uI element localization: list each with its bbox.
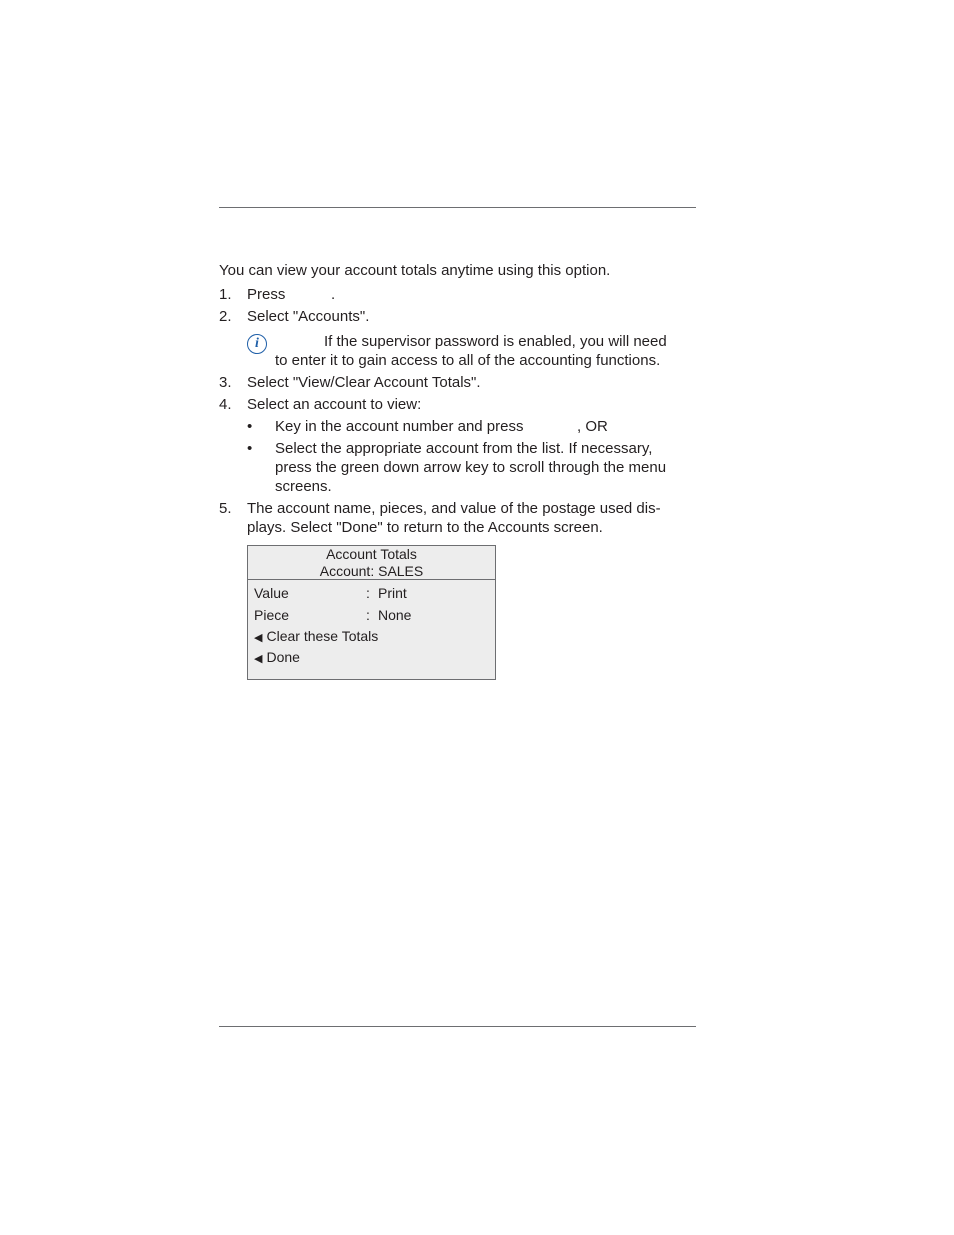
note-line-2: to enter it to gain access to all of the accounting functions. [275, 352, 661, 369]
clear-totals-option[interactable] [254, 628, 378, 647]
left-arrow-icon: ◀ [254, 653, 263, 665]
value-setting[interactable]: Print [378, 585, 407, 601]
value-separator: : [366, 585, 370, 601]
screen-title: Account Totals [326, 546, 417, 562]
bullet-2-line-2: press the green down arrow key to scroll through the menu [275, 459, 667, 476]
header-rule [219, 207, 696, 208]
clear-totals-label: Clear these Totals [266, 628, 379, 644]
info-icon: i [247, 334, 267, 354]
bullet-1-marker: • [247, 418, 253, 435]
footer-rule [219, 1026, 696, 1027]
step-2-number: 2. [219, 308, 232, 325]
account-totals-screen [247, 545, 496, 680]
step-5-line-1: The account name, pieces, and value of the postage used dis- [247, 500, 661, 517]
step-2-text: Select "Accounts". [247, 308, 370, 325]
step-1-number: 1. [219, 286, 232, 303]
step-3-number: 3. [219, 374, 232, 391]
bullet-2-marker: • [247, 440, 253, 457]
step-5-number: 5. [219, 500, 232, 517]
note-line-1: If the supervisor password is enabled, you will need [324, 333, 667, 350]
piece-setting[interactable]: None [378, 607, 412, 623]
done-option[interactable] [254, 649, 300, 668]
piece-separator: : [366, 607, 370, 623]
step-1-text: Press [247, 286, 286, 303]
done-label: Done [266, 649, 300, 665]
step-4-number: 4. [219, 396, 232, 413]
step-3-text: Select "View/Clear Account Totals". [247, 374, 481, 391]
screen-header [248, 546, 495, 580]
step-1-period: . [331, 286, 336, 303]
bullet-1-text: Key in the account number and press [275, 418, 524, 435]
bullet-2-line-3: screens. [275, 478, 332, 495]
intro-text: You can view your account totals anytime using this option. [219, 262, 611, 279]
value-label: Value [254, 585, 289, 601]
screen-subtitle: Account: SALES [319, 563, 424, 579]
step-4-text: Select an account to view: [247, 396, 422, 413]
step-5-line-2: plays. Select "Done" to return to the Accounts screen. [247, 519, 603, 536]
bullet-2-line-1: Select the appropriate account from the list. If necessary, [275, 440, 653, 457]
piece-label: Piece [254, 607, 290, 623]
left-arrow-icon: ◀ [254, 632, 263, 644]
bullet-1-suffix: , OR [577, 418, 608, 435]
